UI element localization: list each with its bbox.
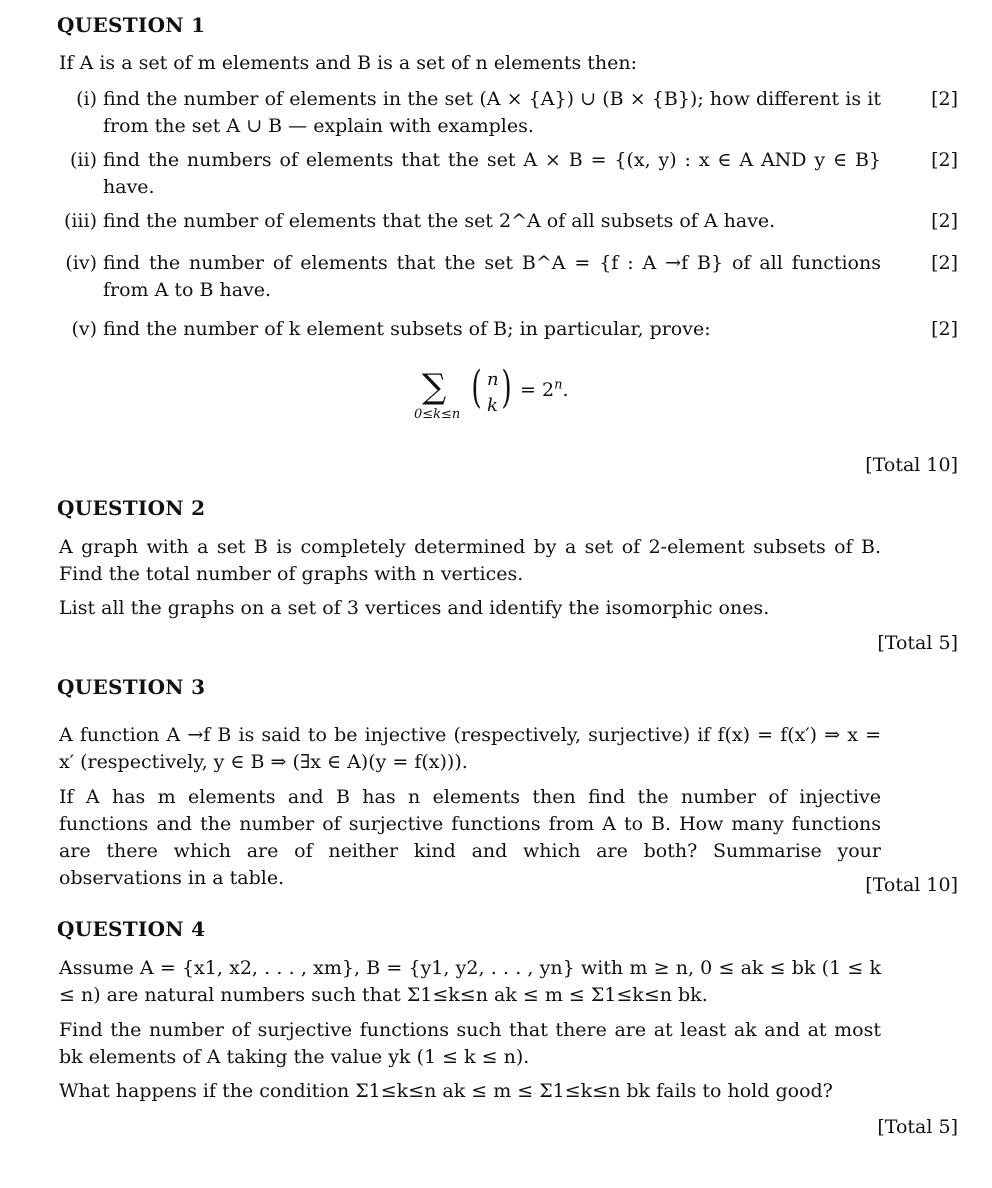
question-1-item-i (59, 86, 881, 140)
binom-bottom: k (487, 395, 498, 416)
question-4-total: [Total 5] (877, 1116, 958, 1138)
item-text: find the number of k element subsets of B; in particular, prove: (103, 318, 711, 340)
question-1-item-ii (59, 147, 881, 201)
question-1-intro (59, 50, 881, 77)
question-1-total: [Total 10] (865, 454, 958, 476)
sum-symbol: ∑ (422, 367, 447, 407)
item-text: find the number of elements in the set (A × {A}) ∪ (B × {B}); how different is it from the set A ∪ B — explain with examples. (103, 88, 881, 137)
question-3-title: QUESTION 3 (57, 675, 206, 699)
question-1-item-iii (59, 208, 881, 235)
question-1-title: QUESTION 1 (57, 13, 206, 37)
marks-label: [2] (931, 318, 958, 340)
question-1-intro-text: If A is a set of m elements and B is a set of n elements then: (59, 52, 637, 74)
question-3-paragraph-2: If A has m elements and B has n elements then find the number of injective functions and the number of surjective functions from A to B. How many functions are there which are of neither kind and which are both? Summarise your observations in a table. (59, 786, 881, 889)
marks-label: [2] (931, 252, 958, 274)
question-4-paragraph-2: Find the number of surjective functions such that there are at least ak and at most bk elements of A taking the value yk (1 ≤ k ≤ n). (59, 1019, 881, 1068)
question-1-item-v (59, 316, 881, 343)
marks-label: [2] (931, 88, 958, 110)
right-paren: ) (501, 362, 512, 413)
binom-top: n (487, 369, 499, 390)
question-2-paragraph-2: List all the graphs on a set of 3 vertices and identify the isomorphic ones. (59, 597, 770, 619)
question-2-title: QUESTION 2 (57, 496, 206, 520)
question-3-paragraph-1: A function A →f B is said to be injective (respectively, surjective) if f(x) = f(x′) ⇒ x = x′ (respectively, y ∈ B ⇒ (∃x ∈ A)(y = f(x))). (59, 724, 881, 773)
item-text: find the number of elements that the set 2^A of all subsets of A have. (103, 210, 776, 232)
binomial-sum-formula (412, 364, 612, 434)
sum-range: 0≤k≤n (414, 407, 461, 422)
marks-label: [2] (931, 210, 958, 232)
item-number: (v) (71, 318, 97, 340)
item-number: (ii) (70, 149, 97, 171)
question-2-paragraph-1: A graph with a set B is completely determined by a set of 2-element subsets of B. Find the total number of graphs with n vertices. (59, 536, 881, 585)
question-2-total: [Total 5] (877, 632, 958, 654)
item-text: find the numbers of elements that the set A × B = {(x, y) : x ∈ A AND y ∈ B} have. (103, 149, 881, 198)
question-4-title: QUESTION 4 (57, 917, 206, 941)
question-4-paragraph-1: Assume A = {x1, x2, . . . , xm}, B = {y1, y2, . . . , yn} with m ≥ n, 0 ≤ ak ≤ bk (1 ≤ k ≤ n) are natural numbers such that Σ1≤k≤n ak ≤ m ≤ Σ1≤k≤n bk. (59, 957, 881, 1006)
formula-rhs: = $2^n$. (520, 377, 569, 401)
item-text: find the number of elements that the set B^A = {f : A →f B} of all functions from A to B have. (103, 252, 881, 301)
question-3-total: [Total 10] (865, 874, 958, 896)
marks-label: [2] (931, 149, 958, 171)
item-number: (iii) (63, 210, 97, 232)
item-number: (i) (76, 88, 97, 110)
question-4-paragraph-3: What happens if the condition Σ1≤k≤n ak ≤ m ≤ Σ1≤k≤n bk fails to hold good? (59, 1080, 833, 1102)
question-1-item-iv (59, 250, 881, 304)
left-paren: ( (471, 362, 482, 413)
item-number: (iv) (65, 252, 97, 274)
